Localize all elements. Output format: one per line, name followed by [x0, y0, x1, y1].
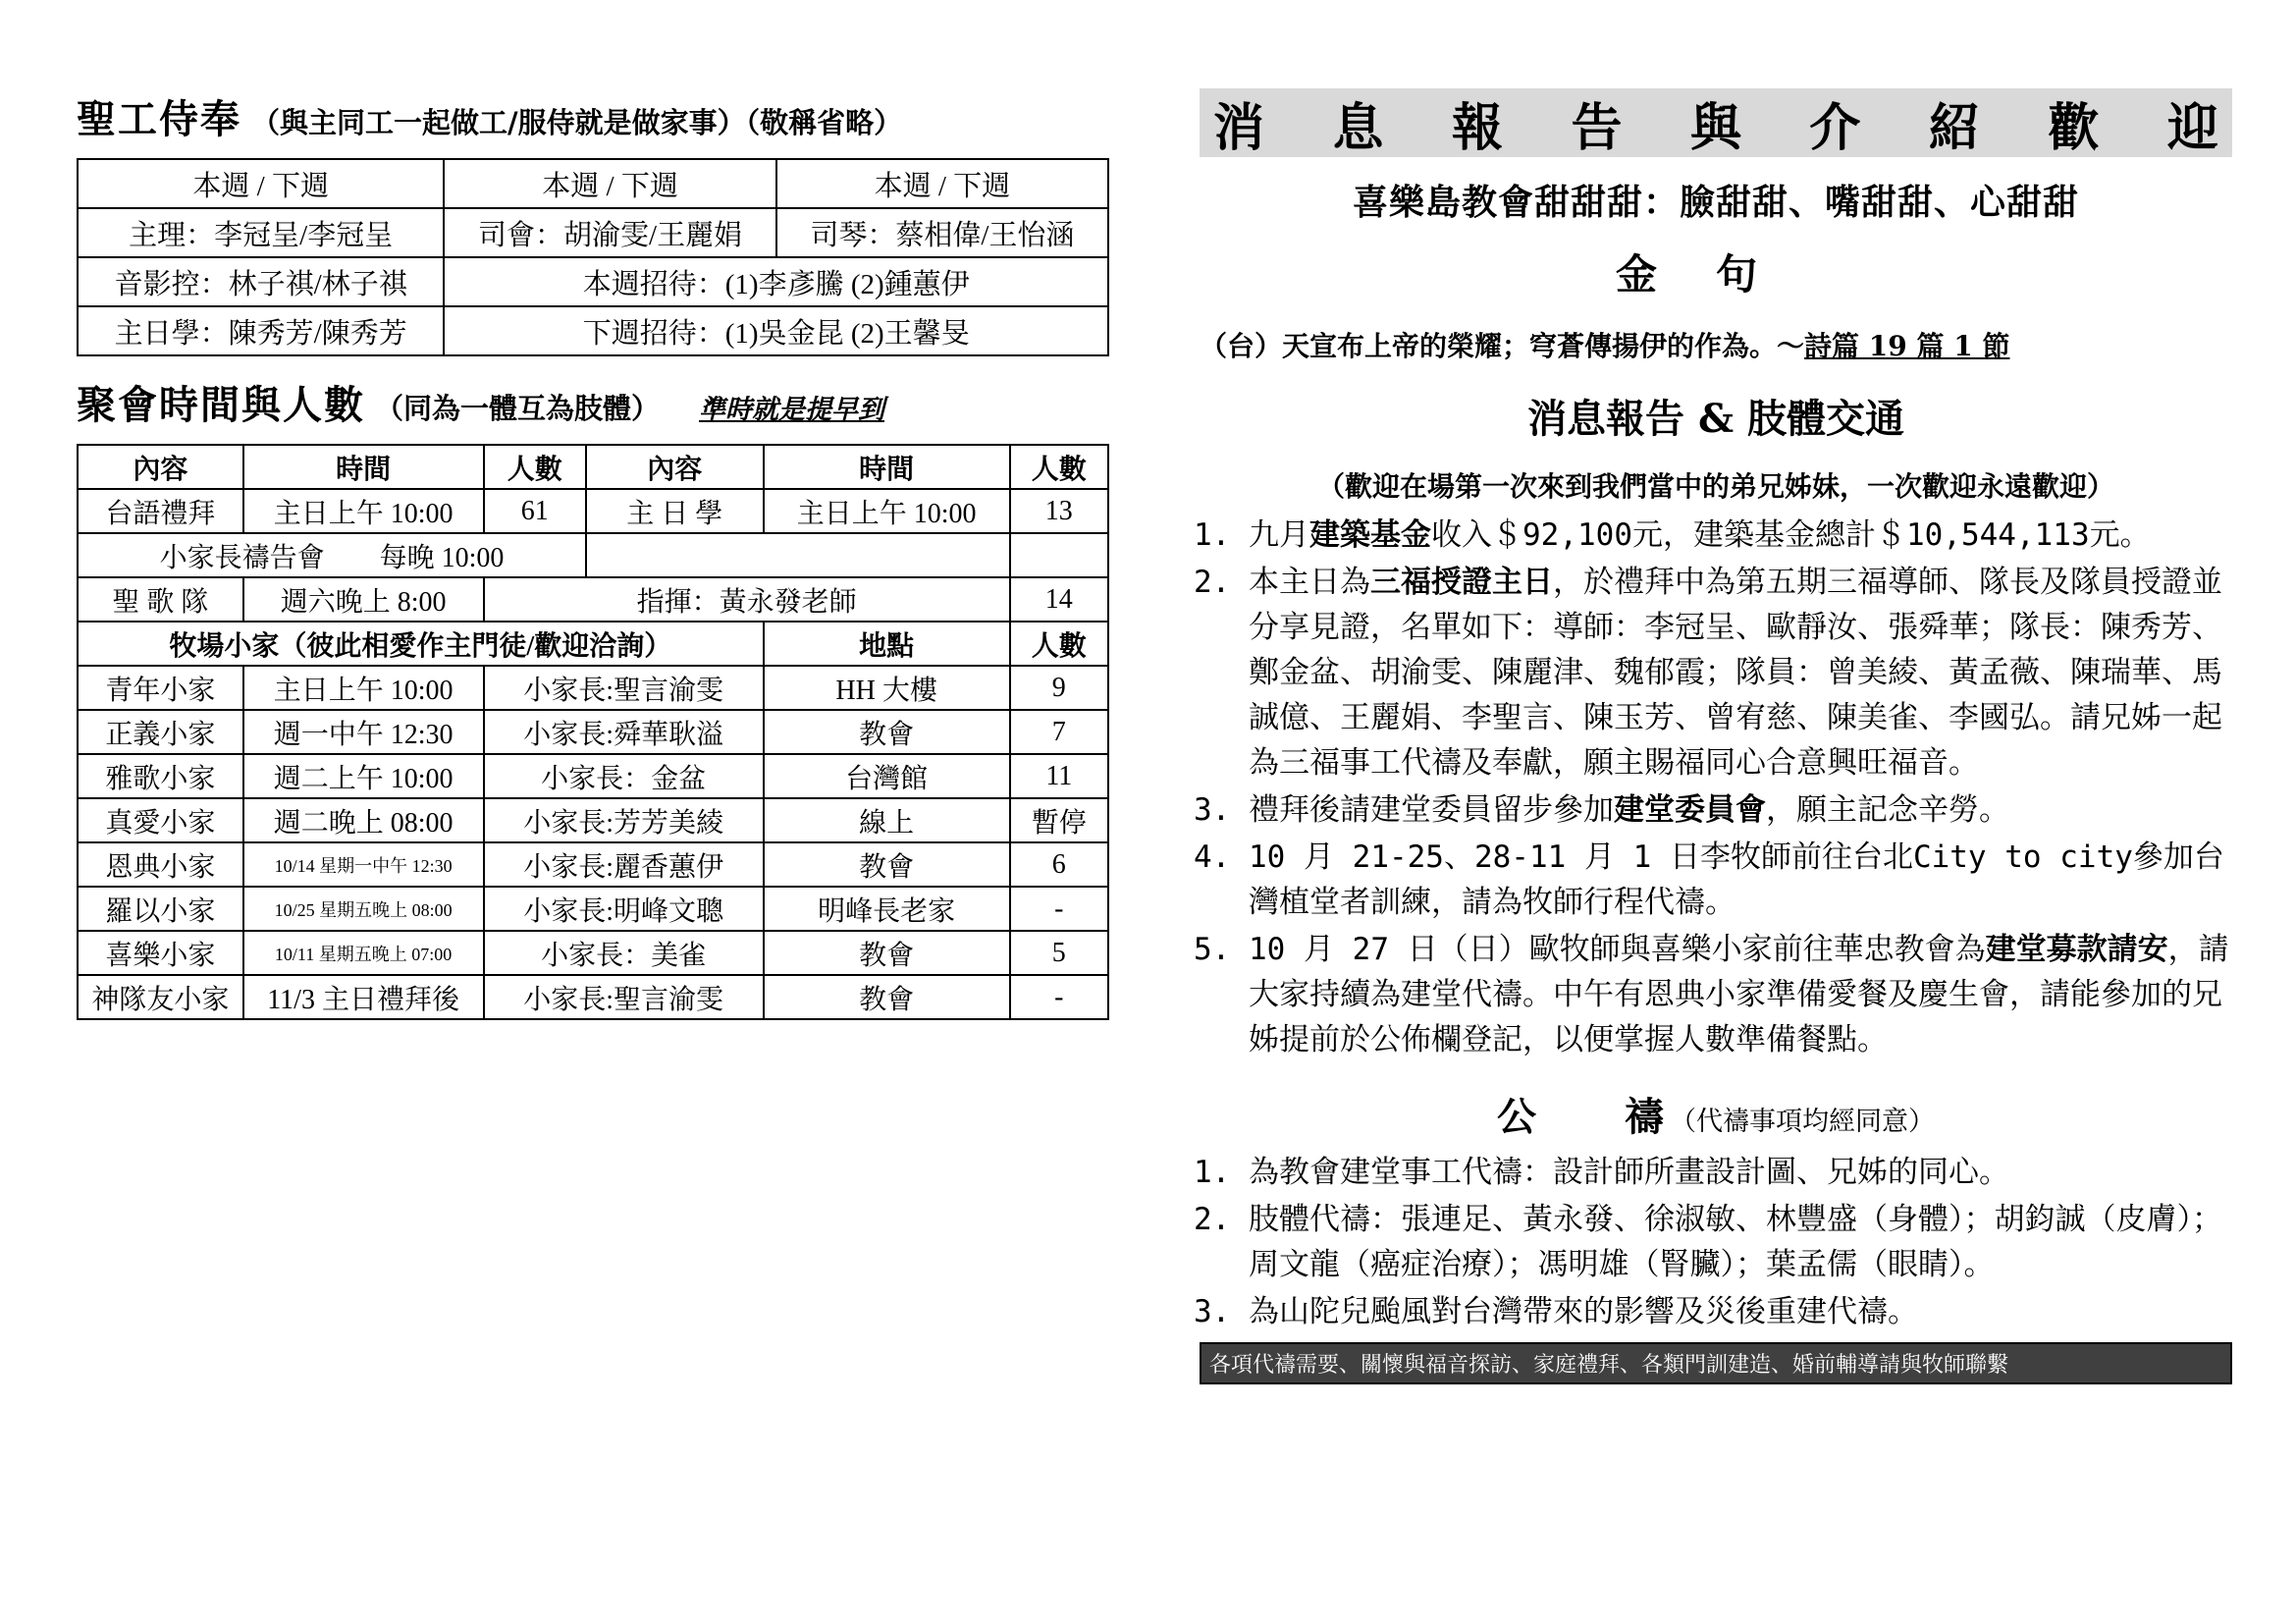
group-time: 週一中午 12:30 — [243, 710, 484, 754]
table-row — [78, 798, 1108, 842]
group-place: 教會 — [764, 931, 1010, 975]
empty-cell — [1010, 533, 1108, 577]
prayer-item: 3. 為山陀兒颱風對台灣帶來的影響及災後重建代禱。 — [1249, 1289, 2232, 1334]
group-leader: 小家長:明峰文聰 — [484, 887, 764, 931]
service-cell: 主理：李冠呈/李冠呈 — [78, 208, 444, 257]
news-item — [1249, 560, 2232, 785]
verse — [1200, 325, 2232, 364]
group-time: 10/11 星期五晚上 07:00 — [243, 931, 484, 975]
banner-char: 消 — [1213, 97, 1265, 158]
news-banner — [1200, 88, 2232, 157]
header-cell: 時間 — [764, 445, 1010, 489]
group-name: 真愛小家 — [78, 798, 243, 842]
group-leader: 小家長:麗香蕙伊 — [484, 842, 764, 887]
group-count: - — [1010, 975, 1108, 1019]
verse-ref: 詩篇 19 篇 1 節 — [1804, 330, 2010, 362]
news-item-bold: 三福授證主日 — [1370, 565, 1553, 600]
meetings-subtitle: （同為一體互為肢體） — [375, 392, 661, 425]
headline: 喜樂島教會甜甜甜：臉甜甜、嘴甜甜、心甜甜 — [1352, 182, 2079, 223]
group-time: 週二上午 10:00 — [243, 754, 484, 798]
table-row — [78, 666, 1108, 710]
news-item-post: ，願主記念辛勞。 — [1766, 792, 2009, 828]
group-count: 5 — [1010, 931, 1108, 975]
service-cell: 音影控：林子祺/林子祺 — [78, 257, 444, 306]
banner-char: 與 — [1689, 97, 1741, 158]
table-cell: 主日上午 10:00 — [243, 489, 484, 533]
banner-char: 息 — [1332, 97, 1384, 158]
news-item-post: ，請大家持續為建堂代禱。中午有恩典小家準備愛餐及慶生會，請能參加的兄姊提前於公佈欄登記，以便掌握人數準備餐點。 — [1249, 932, 2229, 1057]
group-place: HH 大樓 — [764, 666, 1010, 710]
group-name: 神隊友小家 — [78, 975, 243, 1019]
group-leader: 小家長：金盆 — [484, 754, 764, 798]
service-table — [77, 158, 1109, 356]
news-item-pre: 九月 — [1249, 517, 1309, 553]
welcome-text: （歡迎在場第一次來到我們當中的弟兄姊妹，一次歡迎永遠歡迎） — [1316, 470, 2114, 503]
header-cell: 人數 — [1010, 445, 1108, 489]
right-column — [1200, 88, 2232, 1384]
group-place: 教會 — [764, 842, 1010, 887]
group-time: 週二晚上 08:00 — [243, 798, 484, 842]
table-row — [78, 975, 1108, 1019]
banner-char: 告 — [1571, 97, 1623, 158]
group-name: 喜樂小家 — [78, 931, 243, 975]
news-item-bold: 建堂委員會 — [1614, 792, 1766, 828]
table-row — [78, 754, 1108, 798]
group-place: 台灣館 — [764, 754, 1010, 798]
service-cell: 司會：胡渝雯/王麗娟 — [444, 208, 775, 257]
news-item-bold: 建堂募款請安 — [1985, 932, 2168, 967]
news-item-pre: 本主日為 — [1249, 565, 1370, 600]
prayer-item: 2. 肢體代禱：張連足、黃永發、徐淑敏、林豐盛（身體）；胡鈞誠（皮膚）；周文龍（癌症治療）；馮明雄（腎臟）；葉孟儒（眼睛）。 — [1249, 1197, 2232, 1287]
group-place: 教會 — [764, 710, 1010, 754]
table-cell: 14 — [1010, 577, 1108, 622]
group-count: 7 — [1010, 710, 1108, 754]
table-row — [78, 887, 1108, 931]
service-cell: 下週招待：(1)吳金昆 (2)王馨旻 — [444, 306, 1108, 355]
group-count: - — [1010, 887, 1108, 931]
table-cell: 指揮：黃永發老師 — [484, 577, 1010, 622]
group-name: 雅歌小家 — [78, 754, 243, 798]
group-name: 青年小家 — [78, 666, 243, 710]
table-cell: 61 — [484, 489, 586, 533]
group-leader: 小家長:芳芳美綾 — [484, 798, 764, 842]
news-item-post: 收入＄92,100元，建築基金總計＄10,544,113元。 — [1431, 517, 2151, 553]
banner-char: 迎 — [2166, 97, 2218, 158]
group-place: 線上 — [764, 798, 1010, 842]
header-cell: 本週 / 下週 — [444, 159, 775, 208]
table-cell: 台語禮拜 — [78, 489, 243, 533]
news-item — [1249, 927, 2232, 1062]
header-cell: 人數 — [1010, 622, 1108, 666]
table-cell: 13 — [1010, 489, 1108, 533]
group-count: 9 — [1010, 666, 1108, 710]
service-cell: 主日學：陳秀芳/陳秀芳 — [78, 306, 444, 355]
table-cell: 小家長禱告會 每晚 10:00 — [78, 533, 586, 577]
header-cell: 時間 — [243, 445, 484, 489]
group-count: 暫停 — [1010, 798, 1108, 842]
header-cell: 牧場小家（彼此相愛作主門徒/歡迎洽詢） — [78, 622, 764, 666]
table-cell: 主 日 學 — [586, 489, 764, 533]
group-leader: 小家長:聖言渝雯 — [484, 666, 764, 710]
news-item-bold: 建築基金 — [1309, 517, 1431, 553]
header-cell: 本週 / 下週 — [78, 159, 444, 208]
group-time: 10/14 星期一中午 12:30 — [243, 842, 484, 887]
footer-note: 各項代禱需要、關懷與福音探訪、家庭禮拜、各類門訓建造、婚前輔導請與牧師聯繫 — [1200, 1342, 2232, 1384]
group-leader: 小家長:聖言渝雯 — [484, 975, 764, 1019]
table-row — [78, 842, 1108, 887]
service-title: 聖工侍奉 — [77, 97, 241, 142]
table-cell: 聖 歌 隊 — [78, 577, 243, 622]
left-column — [77, 88, 1109, 1020]
group-time: 10/25 星期五晚上 08:00 — [243, 887, 484, 931]
table-cell: 週六晚上 8:00 — [243, 577, 484, 622]
news-list — [1200, 513, 2232, 1062]
service-cell: 司琴：蔡相偉/王怡涵 — [776, 208, 1108, 257]
news-item-pre: 禮拜後請建堂委員留步參加 — [1249, 792, 1614, 828]
banner-char: 介 — [1809, 97, 1861, 158]
group-count: 6 — [1010, 842, 1108, 887]
meetings-title: 聚會時間與人數 — [77, 383, 365, 428]
prayer-title-a: 公 — [1497, 1094, 1536, 1140]
group-rows — [78, 666, 1108, 1019]
news-item-post: ，於禮拜中為第五期三福導師、隊長及隊員授證並分享見證，名單如下：導師：李冠呈、歐靜汝、張舜華；隊長：陳秀芳、鄭金盆、胡渝雯、陳麗津、魏郁霞；隊員：曾美綾、黃孟薇、陳瑞華、馬誠億、王麗娟、李聖言、陳玉芳、曾宥慈、陳美雀、李國弘。請兄姊一起為三福事工代禱及奉獻，願主賜福同心合意興旺福音。 — [1249, 565, 2222, 781]
prayer-item: 1. 為教會建堂事工代禱：設計師所畫設計圖、兄姊的同心。 — [1249, 1150, 2232, 1195]
header-cell: 本週 / 下週 — [776, 159, 1108, 208]
group-time: 11/3 主日禮拜後 — [243, 975, 484, 1019]
group-leader: 小家長：美雀 — [484, 931, 764, 975]
verse-text: （台）天宣布上帝的榮耀；穹蒼傳揚伊的作為。～ — [1200, 330, 1805, 362]
news-item — [1249, 787, 2232, 833]
news-item-pre: 10 月 27 日（日）歐牧師與喜樂小家前往華忠教會為 — [1249, 932, 1986, 967]
group-time: 主日上午 10:00 — [243, 666, 484, 710]
header-cell: 地點 — [764, 622, 1010, 666]
news-item-pre: 10 月 21-25、28-11 月 1 日李牧師前往台北City to city參加台灣植堂者訓練，請為牧師行程代禱。 — [1249, 839, 2224, 920]
banner-char: 歡 — [2048, 97, 2100, 158]
service-section-title — [77, 88, 1109, 144]
group-place: 明峰長老家 — [764, 887, 1010, 931]
table-row — [78, 931, 1108, 975]
service-cell: 本週招待：(1)李彥騰 (2)鍾蕙伊 — [444, 257, 1108, 306]
group-name: 恩典小家 — [78, 842, 243, 887]
meetings-section-title — [77, 374, 1109, 430]
prayer-list — [1200, 1150, 2232, 1334]
empty-cell — [586, 533, 1010, 577]
header-cell: 內容 — [78, 445, 243, 489]
news-item — [1249, 513, 2232, 558]
banner-char: 紹 — [1928, 97, 1980, 158]
group-name: 正義小家 — [78, 710, 243, 754]
banner-char: 報 — [1451, 97, 1503, 158]
news-title: 消息報告 & 肢體交通 — [1527, 396, 1904, 442]
news-item — [1249, 835, 2232, 925]
meetings-table — [77, 444, 1109, 1020]
header-cell: 內容 — [586, 445, 764, 489]
golden-verse-title: 金句 — [1615, 250, 1816, 298]
prayer-note: （代禱事項均經同意） — [1670, 1107, 1935, 1137]
meetings-motto: 準時就是提早到 — [699, 395, 885, 425]
service-subtitle: （與主同工一起做工/服侍就是做家事）（敬稱省略） — [251, 106, 903, 139]
group-place: 教會 — [764, 975, 1010, 1019]
prayer-title — [1200, 1086, 2232, 1142]
group-count: 11 — [1010, 754, 1108, 798]
group-name: 羅以小家 — [78, 887, 243, 931]
group-leader: 小家長:舜華耿溢 — [484, 710, 764, 754]
table-row — [78, 710, 1108, 754]
header-cell: 人數 — [484, 445, 586, 489]
table-cell: 主日上午 10:00 — [764, 489, 1010, 533]
prayer-title-b: 禱 — [1625, 1094, 1664, 1140]
